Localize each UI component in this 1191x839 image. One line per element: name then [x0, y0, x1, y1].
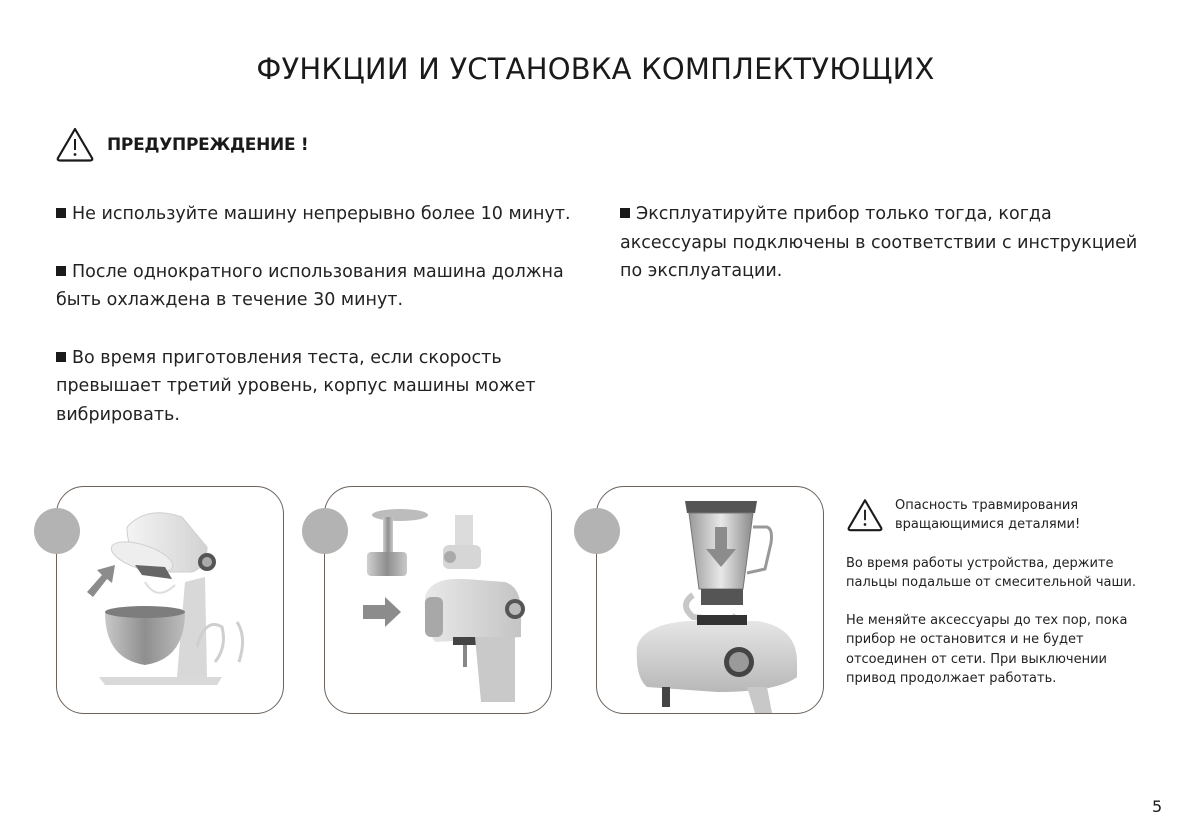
warnings-right-column — [620, 200, 1160, 315]
blender-illustration — [597, 487, 823, 713]
safety-note — [846, 497, 1146, 688]
square-bullet-icon — [620, 208, 630, 218]
page-title: ФУНКЦИИ И УСТАНОВКА КОМПЛЕКТУЮЩИХ — [256, 52, 935, 86]
step-marker — [574, 508, 620, 554]
hazard-text: Опасность травмирования вращающимися деталями! — [895, 498, 1081, 533]
square-bullet-icon — [56, 208, 66, 218]
illustration-blender — [596, 486, 824, 714]
hazard-notice — [846, 497, 1146, 535]
warnings-left-column — [56, 200, 596, 458]
stand-mixer-illustration — [57, 487, 283, 713]
warning-item: Не используйте машину непрерывно более 10 минут. — [56, 200, 596, 229]
warning-label: ПРЕДУПРЕЖДЕНИЕ ! — [107, 134, 309, 155]
warning-item: Эксплуатируйте прибор только тогда, когда аксессуары подключены в соответствии с инструкцией по эксплуатации. — [620, 204, 1138, 281]
arrow-up-right-icon — [87, 565, 115, 597]
arrow-right-icon — [363, 597, 401, 627]
illustration-stand-mixer — [56, 486, 284, 714]
page-number: 5 — [1152, 797, 1163, 816]
warning-header — [55, 126, 308, 163]
illustration-attachments — [324, 486, 552, 714]
step-marker — [302, 508, 348, 554]
step-marker — [34, 508, 80, 554]
square-bullet-icon — [56, 352, 66, 362]
warning-triangle-icon — [846, 497, 884, 533]
warning-item: После однократного использования машина должна быть охлаждена в течение 30 минут. — [56, 261, 564, 310]
warning-triangle-icon — [55, 126, 95, 163]
safety-paragraph: Во время работы устройства, держите пальцы подальше от смесительной чаши. — [846, 555, 1136, 590]
attachments-illustration — [325, 487, 551, 713]
warning-item: Во время приготовления теста, если скорость превышает третий уровень, корпус машины может вибрировать. — [56, 347, 536, 425]
safety-paragraph: Не меняйте аксессуары до тех пор, пока прибор не остановится и не будет отсоединен от сети. При выключении привод продолжает работать. — [846, 613, 1128, 687]
square-bullet-icon — [56, 266, 66, 276]
